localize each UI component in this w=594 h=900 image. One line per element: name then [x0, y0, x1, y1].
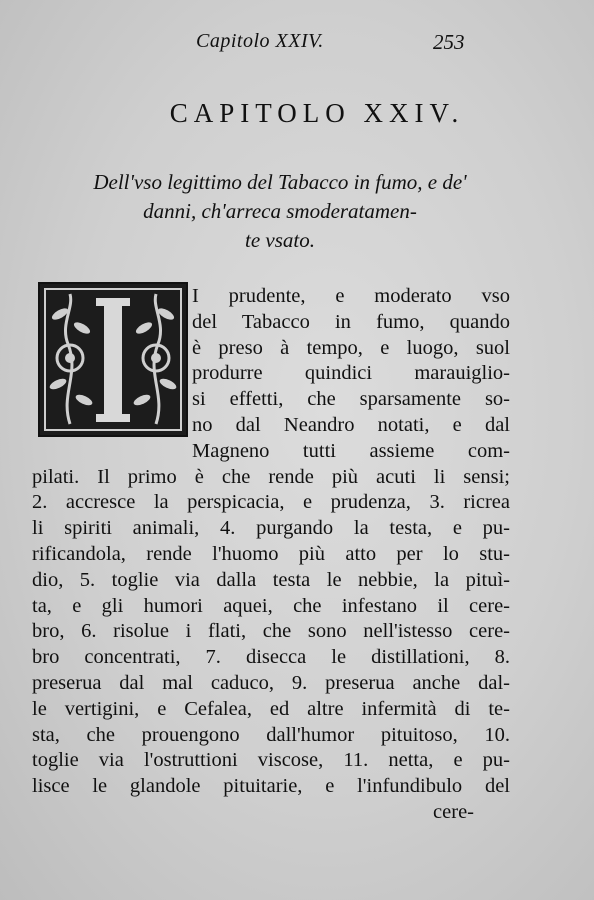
- text-line: lisce le glandole pituitarie, e l'infundibulo del: [32, 775, 510, 798]
- running-head: Capitolo XXIV.: [196, 30, 324, 52]
- catchword: cere-: [433, 800, 474, 823]
- text-line: del Tabacco in fumo, quando: [192, 310, 510, 333]
- text-line: le vertigini, e Cefalea, ed altre infermità di te-: [32, 697, 510, 720]
- text-line: si effetti, che sparsamente so-: [192, 388, 510, 411]
- page-header: [0, 30, 594, 64]
- subtitle-line: te vsato.: [245, 228, 315, 252]
- text-line: li spiriti animali, 4. purgando la testa, e pu-: [32, 517, 510, 540]
- text-line: preserua dal mal caduco, 9. preserua anche dal-: [32, 671, 510, 694]
- chapter-title: CAPITOLO XXIV.: [169, 98, 465, 128]
- subtitle-line: Dell'vso legittimo del Tabacco in fumo, e de': [93, 170, 467, 194]
- text-line: no dal Neandro notati, e dal: [192, 413, 510, 436]
- text-line: 2. accresce la perspicacia, e prudenza, 3. ricrea: [32, 491, 510, 514]
- text-line: bro concentrati, 7. disecca le distillationi, 8.: [32, 646, 510, 669]
- text-line: pilati. Il primo è che rende più acuti li sensi;: [32, 465, 510, 488]
- text-line: è preso à tempo, e luogo, suol: [192, 336, 510, 359]
- text-line: toglie via l'ostruttioni viscose, 11. netta, e pu-: [32, 749, 510, 772]
- text-line: sta, che prouengono dall'humor pituitoso, 10.: [32, 723, 510, 746]
- text-line: rificandola, rende l'huomo più atto per lo stu-: [32, 542, 510, 565]
- text-line: produrre quindici marauiglio-: [192, 362, 510, 385]
- text-line: dio, 5. toglie via dalla testa le nebbie, la pituì-: [32, 568, 510, 591]
- subtitle-line: danni, ch'arreca smoderatamen-: [143, 199, 417, 223]
- text-line: bro, 6. risolue i flati, che sono nell'istesso cere-: [32, 620, 510, 643]
- text-line: Magneno tutti assieme com-: [192, 439, 510, 462]
- text-line: ta, e gli humori aquei, che infestano il cere-: [32, 594, 510, 617]
- chapter-subtitle: [80, 168, 480, 255]
- page-number: 253: [433, 30, 465, 54]
- body-text: [32, 284, 510, 826]
- text-line: I prudente, e moderato vso: [192, 285, 510, 307]
